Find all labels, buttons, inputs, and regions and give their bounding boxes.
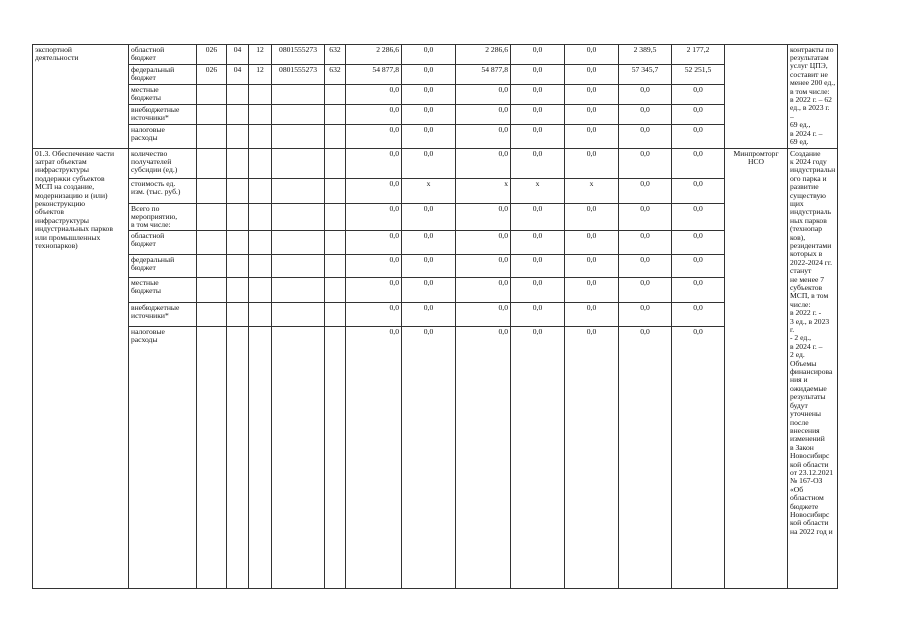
value-col4: x (511, 179, 565, 204)
value-col5: 0,0 (565, 231, 619, 255)
executor-cell (725, 149, 788, 589)
expense-type-code (325, 149, 346, 179)
funding-source: внебюджетные источники* (131, 104, 180, 122)
expense-type-code (325, 204, 346, 231)
table-row (33, 327, 838, 589)
value-col5: 0,0 (565, 255, 619, 278)
target-article-code (272, 278, 325, 303)
value-col5: 0,0 (565, 45, 619, 65)
subsection-code: 12 (249, 65, 272, 85)
measure-name: экспортной деятельности (35, 45, 79, 62)
funding-source: Всего по мероприятию, в том числе: (131, 203, 178, 230)
value-col4: 0,0 (511, 65, 565, 85)
value-total: 0,0 (346, 204, 402, 231)
funding-source-cell (129, 85, 197, 105)
value-col3: 0,0 (456, 231, 511, 255)
section-code (227, 278, 249, 303)
executor-cell (725, 45, 788, 149)
funding-source: внебюджетные источники* (131, 302, 180, 321)
value-col2: 0,0 (402, 105, 456, 125)
value-col2: 0,0 (402, 255, 456, 278)
table-row (33, 303, 838, 327)
section-code (227, 303, 249, 327)
target-article-code (272, 105, 325, 125)
value-col2: 0,0 (402, 231, 456, 255)
value-year2: 0,0 (619, 85, 672, 105)
table-row (33, 85, 838, 105)
value-col2: x (402, 179, 456, 204)
value-col2: 0,0 (402, 278, 456, 303)
funding-source-cell (129, 45, 197, 65)
value-year2: 0,0 (619, 327, 672, 589)
target-article-code (272, 179, 325, 204)
value-col3: 0,0 (456, 278, 511, 303)
table-row (33, 255, 838, 278)
value-total: 0,0 (346, 179, 402, 204)
value-col4: 0,0 (511, 204, 565, 231)
value-col5: 0,0 (565, 204, 619, 231)
value-col4: 0,0 (511, 278, 565, 303)
value-col5: x (565, 179, 619, 204)
subsection-code (249, 231, 272, 255)
value-year2: 0,0 (619, 255, 672, 278)
value-col5: 0,0 (565, 125, 619, 149)
section-code (227, 327, 249, 589)
funding-source: федеральный бюджет (131, 64, 175, 82)
subsection-code (249, 278, 272, 303)
expense-type-code (325, 231, 346, 255)
subsection-code (249, 85, 272, 105)
value-col2: 0,0 (402, 65, 456, 85)
funding-source-cell (129, 204, 197, 231)
funding-source: налоговые расходы (131, 124, 165, 142)
value-year2: 0,0 (619, 179, 672, 204)
measure-name-cell (33, 45, 129, 149)
value-year2: 0,0 (619, 278, 672, 303)
value-col3: 0,0 (456, 204, 511, 231)
subsection-code (249, 125, 272, 149)
value-col4: 0,0 (511, 45, 565, 65)
expense-type-code (325, 327, 346, 589)
table-row (33, 179, 838, 204)
expected-result: Создание к 2024 году индустриальн ого парка и развитие существую щих индустриаль ных парков (технопар ков), резидентами которых в 2022-2024 гг. станут не менее 7 субъектов МСП, в том числе: в 2022 г. - 3 ед., в 2023 г. - 2 ед., в 2024 г. – 2 ед. Объемы финансирова ния и ожидаемые результаты будут уточнены после внесения изменений в Закон Новосибирс кой области от 23.12.2021 № 167-ОЗ «Об областном бюджете Новосибирс кой области на 2022 год и (790, 149, 836, 536)
value-col3: 0,0 (456, 303, 511, 327)
grbs-code (197, 149, 227, 179)
value-col2: 0,0 (402, 125, 456, 149)
value-year3: 0,0 (672, 125, 725, 149)
expense-type-code (325, 278, 346, 303)
value-year2: 0,0 (619, 125, 672, 149)
value-year3: 0,0 (672, 278, 725, 303)
expense-type-code (325, 179, 346, 204)
target-article-code (272, 303, 325, 327)
value-col3: 0,0 (456, 255, 511, 278)
value-col5: 0,0 (565, 149, 619, 179)
expense-type-code: 632 (325, 45, 346, 65)
section-code (227, 125, 249, 149)
section-code (227, 105, 249, 125)
value-col2: 0,0 (402, 149, 456, 179)
value-col4: 0,0 (511, 85, 565, 105)
subsection-code: 12 (249, 45, 272, 65)
measure-name-cell (33, 149, 129, 589)
grbs-code (197, 231, 227, 255)
value-year3: 0,0 (672, 85, 725, 105)
value-col4: 0,0 (511, 303, 565, 327)
grbs-code (197, 105, 227, 125)
value-col4: 0,0 (511, 255, 565, 278)
funding-source-cell (129, 255, 197, 278)
table-row (33, 45, 838, 65)
value-year3: 0,0 (672, 255, 725, 278)
funding-source: федеральный бюджет (131, 254, 175, 273)
subsection-code (249, 255, 272, 278)
section-code: 04 (227, 65, 249, 85)
value-year3: 0,0 (672, 204, 725, 231)
target-article-code (272, 204, 325, 231)
value-col4: 0,0 (511, 327, 565, 589)
grbs-code (197, 204, 227, 231)
table-row (33, 231, 838, 255)
value-year2: 0,0 (619, 204, 672, 231)
target-article-code (272, 149, 325, 179)
funding-source: количество получателей субсидии (ед.) (131, 148, 178, 175)
table-row (33, 105, 838, 125)
value-total: 0,0 (346, 278, 402, 303)
value-col4: 0,0 (511, 105, 565, 125)
expense-type-code (325, 255, 346, 278)
value-total: 0,0 (346, 85, 402, 105)
funding-source-cell (129, 65, 197, 85)
grbs-code (197, 179, 227, 204)
subsection-code (249, 179, 272, 204)
table-row (33, 125, 838, 149)
section-code (227, 204, 249, 231)
grbs-code (197, 255, 227, 278)
funding-source: областной бюджет (131, 44, 165, 62)
value-col2: 0,0 (402, 303, 456, 327)
executor: Минпромторг НСО (733, 148, 779, 166)
value-year3: 0,0 (672, 149, 725, 179)
value-col3: 2 286,6 (456, 45, 511, 65)
value-col3: 54 877,8 (456, 65, 511, 85)
funding-source: областной бюджет (131, 230, 165, 249)
value-total: 2 286,6 (346, 45, 402, 65)
value-col3: 0,0 (456, 327, 511, 589)
subsection-code (249, 149, 272, 179)
value-year2: 57 345,7 (619, 65, 672, 85)
value-year3: 52 251,5 (672, 65, 725, 85)
value-col5: 0,0 (565, 65, 619, 85)
funding-source: стоимость ед. изм. (тыс. руб.) (131, 178, 181, 196)
target-article-code: 0801555273 (272, 65, 325, 85)
value-col5: 0,0 (565, 85, 619, 105)
grbs-code (197, 125, 227, 149)
funding-source-cell (129, 303, 197, 327)
target-article-code: 0801555273 (272, 45, 325, 65)
subsection-code (249, 105, 272, 125)
value-year2: 0,0 (619, 149, 672, 179)
value-col4: 0,0 (511, 231, 565, 255)
target-article-code (272, 125, 325, 149)
value-year2: 2 389,5 (619, 45, 672, 65)
expected-result: контракты по результатам услуг ЦПЭ, составит не менее 200 ед., в том числе: в 2022 г. – 62 ед., в 2023 г. – 69 ед., в 2024 г. – 69 ед. (790, 45, 836, 146)
measure-name: 01.3. Обеспечение части затрат объектам инфраструктуры поддержки субъектов МСП на создание, модернизацию и (или) реконструкцию объектов инфраструктуры индустриальных парков или промышленных технопарков) (35, 149, 115, 250)
value-col2: 0,0 (402, 204, 456, 231)
value-col3: x (456, 179, 511, 204)
subsection-code (249, 303, 272, 327)
funding-source-cell (129, 327, 197, 589)
expense-type-code (325, 105, 346, 125)
value-col3: 0,0 (456, 85, 511, 105)
funding-source-cell (129, 278, 197, 303)
section-code (227, 179, 249, 204)
value-year2: 0,0 (619, 231, 672, 255)
value-col4: 0,0 (511, 125, 565, 149)
value-col5: 0,0 (565, 303, 619, 327)
value-year2: 0,0 (619, 105, 672, 125)
section-code (227, 149, 249, 179)
value-total: 0,0 (346, 125, 402, 149)
value-col2: 0,0 (402, 327, 456, 589)
expense-type-code: 632 (325, 65, 346, 85)
funding-source-cell (129, 125, 197, 149)
value-year3: 0,0 (672, 105, 725, 125)
funding-source-cell (129, 231, 197, 255)
grbs-code: 026 (197, 45, 227, 65)
subsection-code (249, 327, 272, 589)
value-col3: 0,0 (456, 125, 511, 149)
value-total: 54 877,8 (346, 65, 402, 85)
table-row (33, 149, 838, 179)
value-col2: 0,0 (402, 45, 456, 65)
funding-source-cell (129, 179, 197, 204)
value-col4: 0,0 (511, 149, 565, 179)
funding-source: местные бюджеты (131, 277, 161, 296)
section-code (227, 231, 249, 255)
value-col3: 0,0 (456, 105, 511, 125)
value-total: 0,0 (346, 327, 402, 589)
section-code: 04 (227, 45, 249, 65)
grbs-code (197, 327, 227, 589)
grbs-code (197, 85, 227, 105)
value-col5: 0,0 (565, 278, 619, 303)
value-year3: 0,0 (672, 327, 725, 589)
table-row (33, 204, 838, 231)
section-code (227, 255, 249, 278)
section-code (227, 85, 249, 105)
grbs-code: 026 (197, 65, 227, 85)
expense-type-code (325, 303, 346, 327)
budget-table (32, 44, 838, 589)
target-article-code (272, 255, 325, 278)
grbs-code (197, 278, 227, 303)
value-total: 0,0 (346, 303, 402, 327)
value-year3: 0,0 (672, 231, 725, 255)
funding-source-cell (129, 105, 197, 125)
expected-result-cell (788, 45, 838, 149)
target-article-code (272, 85, 325, 105)
value-total: 0,0 (346, 149, 402, 179)
expense-type-code (325, 125, 346, 149)
value-col3: 0,0 (456, 149, 511, 179)
expected-result-cell (788, 149, 838, 589)
value-year2: 0,0 (619, 303, 672, 327)
expense-type-code (325, 85, 346, 105)
funding-source: налоговые расходы (131, 326, 165, 345)
target-article-code (272, 231, 325, 255)
target-article-code (272, 327, 325, 589)
table-row (33, 65, 838, 85)
table-row (33, 278, 838, 303)
value-col5: 0,0 (565, 327, 619, 589)
value-total: 0,0 (346, 105, 402, 125)
value-col5: 0,0 (565, 105, 619, 125)
value-year3: 2 177,2 (672, 45, 725, 65)
grbs-code (197, 303, 227, 327)
value-total: 0,0 (346, 255, 402, 278)
funding-source: местные бюджеты (131, 84, 161, 102)
value-year3: 0,0 (672, 179, 725, 204)
value-total: 0,0 (346, 231, 402, 255)
value-year3: 0,0 (672, 303, 725, 327)
funding-source-cell (129, 149, 197, 179)
subsection-code (249, 204, 272, 231)
value-col2: 0,0 (402, 85, 456, 105)
